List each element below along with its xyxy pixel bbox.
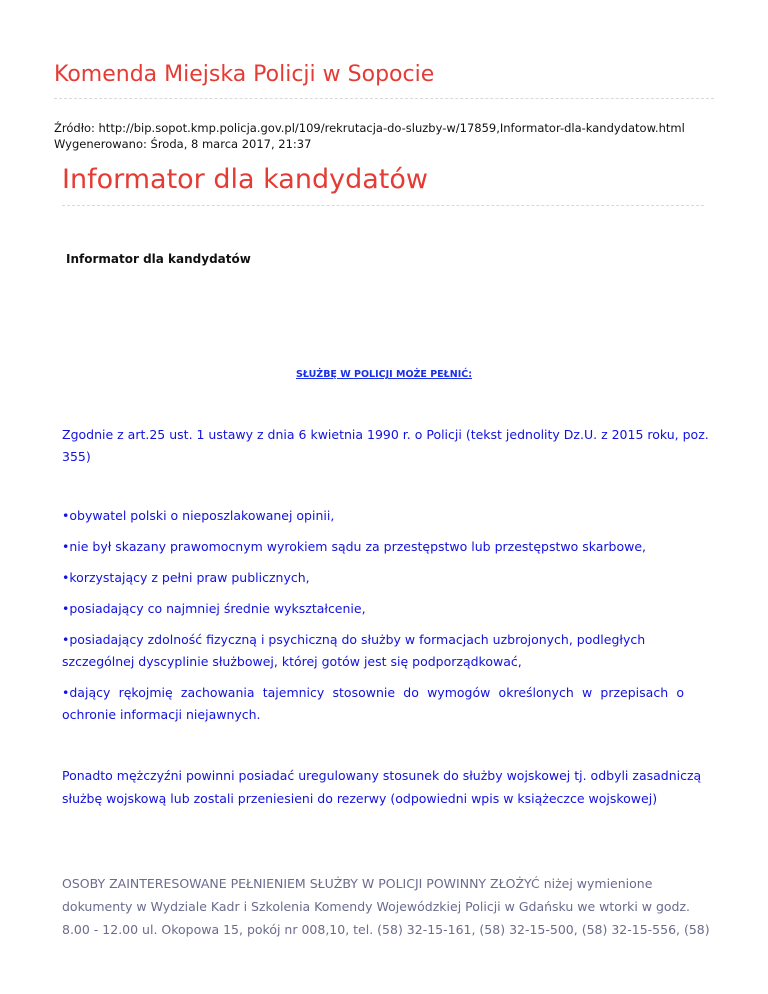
- documents-text: niżej wymienione dokumenty w Wydziale Kadr i Szkolenia Komendy Wojewódzkiej Policji w Gdańsku we wtorki w godz. 8.00 - 12.00 ul. Okopowa 15, pokój nr 008,10, tel. (58) 32-15-161, (58) 32-15-500, (58) 32-15-556, (58): [62, 876, 710, 937]
- intro-paragraph: Zgodnie z art.25 ust. 1 ustawy z dnia 6 kwietnia 1990 r. o Policji (tekst jednolity Dz.U. z 2015 roku, poz. 355): [62, 427, 709, 464]
- bullet-icon: •: [62, 570, 70, 585]
- header-divider: [54, 98, 714, 99]
- requirement-item: [62, 505, 712, 527]
- bullet-icon: •: [62, 685, 70, 700]
- requirement-item: [62, 567, 712, 589]
- section-link[interactable]: SŁUŻBĘ W POLICJI MOŻE PEŁNIĆ:: [295, 369, 473, 380]
- requirement-text: obywatel polski o nieposzlakowanej opinii,: [69, 508, 335, 523]
- military-note: Ponadto mężczyźni powinni posiadać uregulowany stosunek do służby wojskowej tj. odbyli zasadniczą służbę wojskową lub zostali przeniesieni do rezerwy (odpowiedni wpis w książeczce wojskowej): [62, 768, 702, 806]
- documents-paragraph: [62, 872, 712, 941]
- requirement-text: dający rękojmię zachowania tajemnicy stosownie do wymogów określonych w przepisach o ochronie informacji niejawnych.: [62, 685, 684, 722]
- page-title: Informator dla kandydatów: [62, 164, 428, 195]
- bullet-icon: •: [62, 539, 70, 554]
- source-line: Źródło: http://bip.sopot.kmp.policja.gov.pl/109/rekrutacja-do-sluzby-w/17859,Informator-dla-kandydatow.html: [54, 121, 685, 135]
- requirement-item: [62, 536, 712, 558]
- document-meta: [54, 120, 685, 152]
- bullet-icon: •: [62, 508, 70, 523]
- bullet-icon: •: [62, 601, 70, 616]
- bullet-icon: •: [62, 632, 70, 647]
- requirement-item: [62, 598, 712, 620]
- requirement-text: nie był skazany prawomocnym wyrokiem sądu za przestępstwo lub przestępstwo skarbowe,: [69, 539, 646, 554]
- requirement-text: korzystający z pełni praw publicznych,: [69, 570, 310, 585]
- section-heading: [0, 362, 768, 381]
- documents-caps: OSOBY ZAINTERESOWANE PEŁNIENIEM SŁUŻBY W POLICJI POWINNY ZŁOŻYĆ: [62, 876, 540, 891]
- requirement-text: posiadający zdolność fizyczną i psychiczną do służby w formacjach uzbrojonych, podległych szczególnej dyscyplinie służbowej, której gotów jest się podporządkować,: [62, 632, 646, 669]
- requirement-item: [62, 682, 684, 726]
- article-subheading: Informator dla kandydatów: [66, 252, 251, 266]
- site-title: Komenda Miejska Policji w Sopocie: [54, 62, 435, 87]
- requirement-item: [62, 629, 662, 673]
- requirement-text: posiadający co najmniej średnie wykształcenie,: [69, 601, 366, 616]
- title-divider: [62, 205, 704, 206]
- generated-line: Wygenerowano: Środa, 8 marca 2017, 21:37: [54, 137, 312, 151]
